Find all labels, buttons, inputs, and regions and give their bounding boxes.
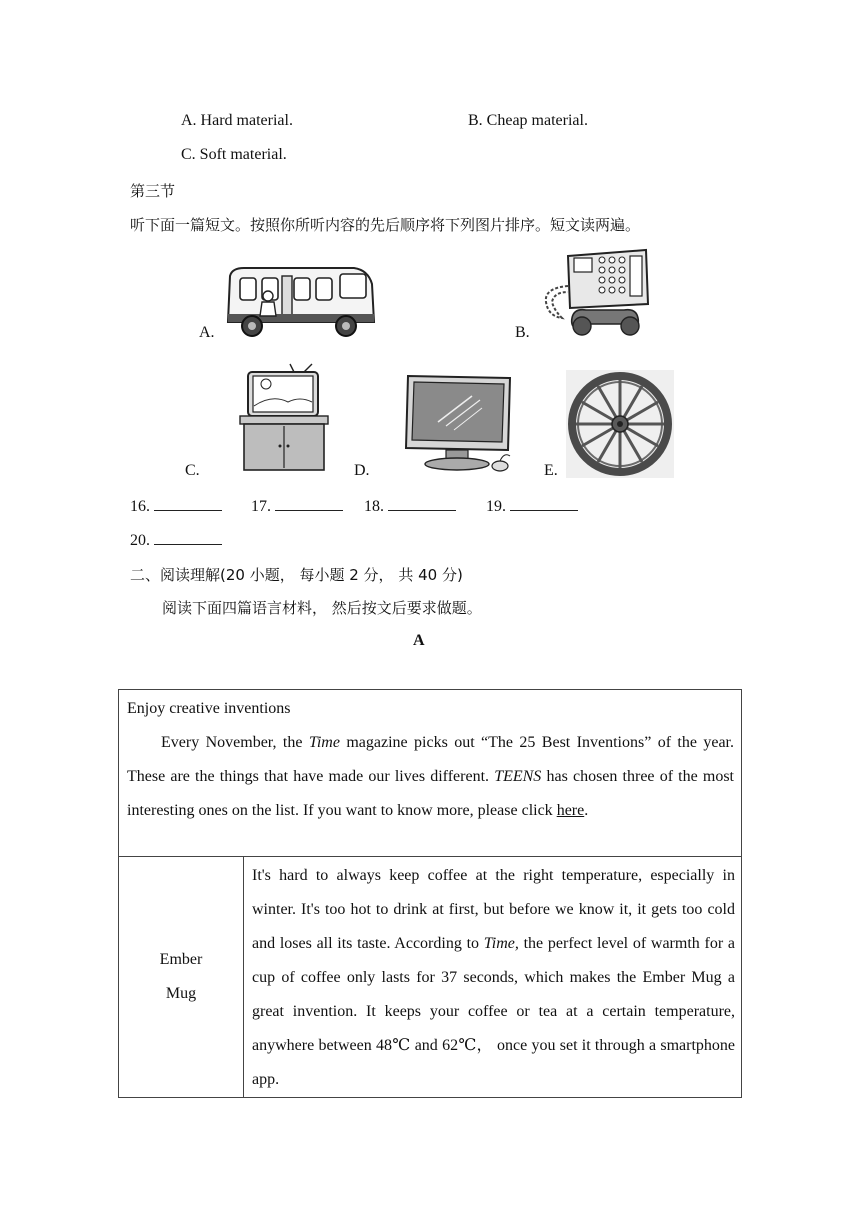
option-a: A. Hard material. xyxy=(181,112,293,129)
invention-name-line2: Mug xyxy=(165,985,197,1002)
picture-label-c: C. xyxy=(185,462,200,479)
intro-cell xyxy=(119,690,742,857)
picture-label-b: B. xyxy=(515,324,530,341)
answer-18[interactable]: 18. xyxy=(364,496,456,516)
invention-description: It's hard to always keep coffee at the right temperature, especially in winter. It's too hot to drink at first, but before we know it, it gets too cold and loses all its taste. According to Time, the perfect level of warmth for a cup of coffee only lasts for 37 seconds, which makes the Ember Mug a great invention. It keeps your coffee or tea at a certain temperature, anywhere between 48℃ and 62℃， once you set it through a smartphone app. xyxy=(244,857,742,1098)
picture-label-a: A. xyxy=(199,324,215,341)
television-picture xyxy=(238,362,330,472)
invention-name-line1: Ember xyxy=(159,951,203,968)
here-link[interactable]: here xyxy=(556,802,585,819)
part-heading: 二、阅读理解(20 小题， 每小题 2 分， 共 40 分) xyxy=(130,566,463,584)
picture-label-e: E. xyxy=(544,462,558,479)
picture-label-d: D. xyxy=(354,462,370,479)
telephone-picture xyxy=(538,246,662,340)
computer-monitor-picture xyxy=(402,372,520,474)
part-instruction: 阅读下面四篇语言材料， 然后按文后要求做题。 xyxy=(162,599,482,617)
answer-19[interactable]: 19. xyxy=(486,496,578,516)
wheel-picture xyxy=(566,370,674,478)
answer-17[interactable]: 17. xyxy=(251,496,343,516)
invention-name-cell xyxy=(119,857,244,1098)
option-c: C. Soft material. xyxy=(181,146,287,163)
reading-title: Enjoy creative inventions xyxy=(127,700,291,717)
reading-table xyxy=(118,689,742,1098)
answer-20[interactable]: 20. xyxy=(130,530,222,550)
bus-picture xyxy=(222,262,378,338)
section-title: 第三节 xyxy=(130,182,176,200)
section-instruction: 听下面一篇短文。按照你所听内容的先后顺序将下列图片排序。短文读两遍。 xyxy=(130,216,641,234)
intro-paragraph: Every November, the Time magazine picks out “The 25 Best Inventions” of the year. These are the things that have made our lives different. TEENS has chosen three of the most interesting ones on the list. If you want to know more, please click here. xyxy=(127,734,735,819)
option-b: B. Cheap material. xyxy=(468,112,588,129)
answer-16[interactable]: 16. xyxy=(130,496,222,516)
passage-letter: A xyxy=(413,632,425,649)
